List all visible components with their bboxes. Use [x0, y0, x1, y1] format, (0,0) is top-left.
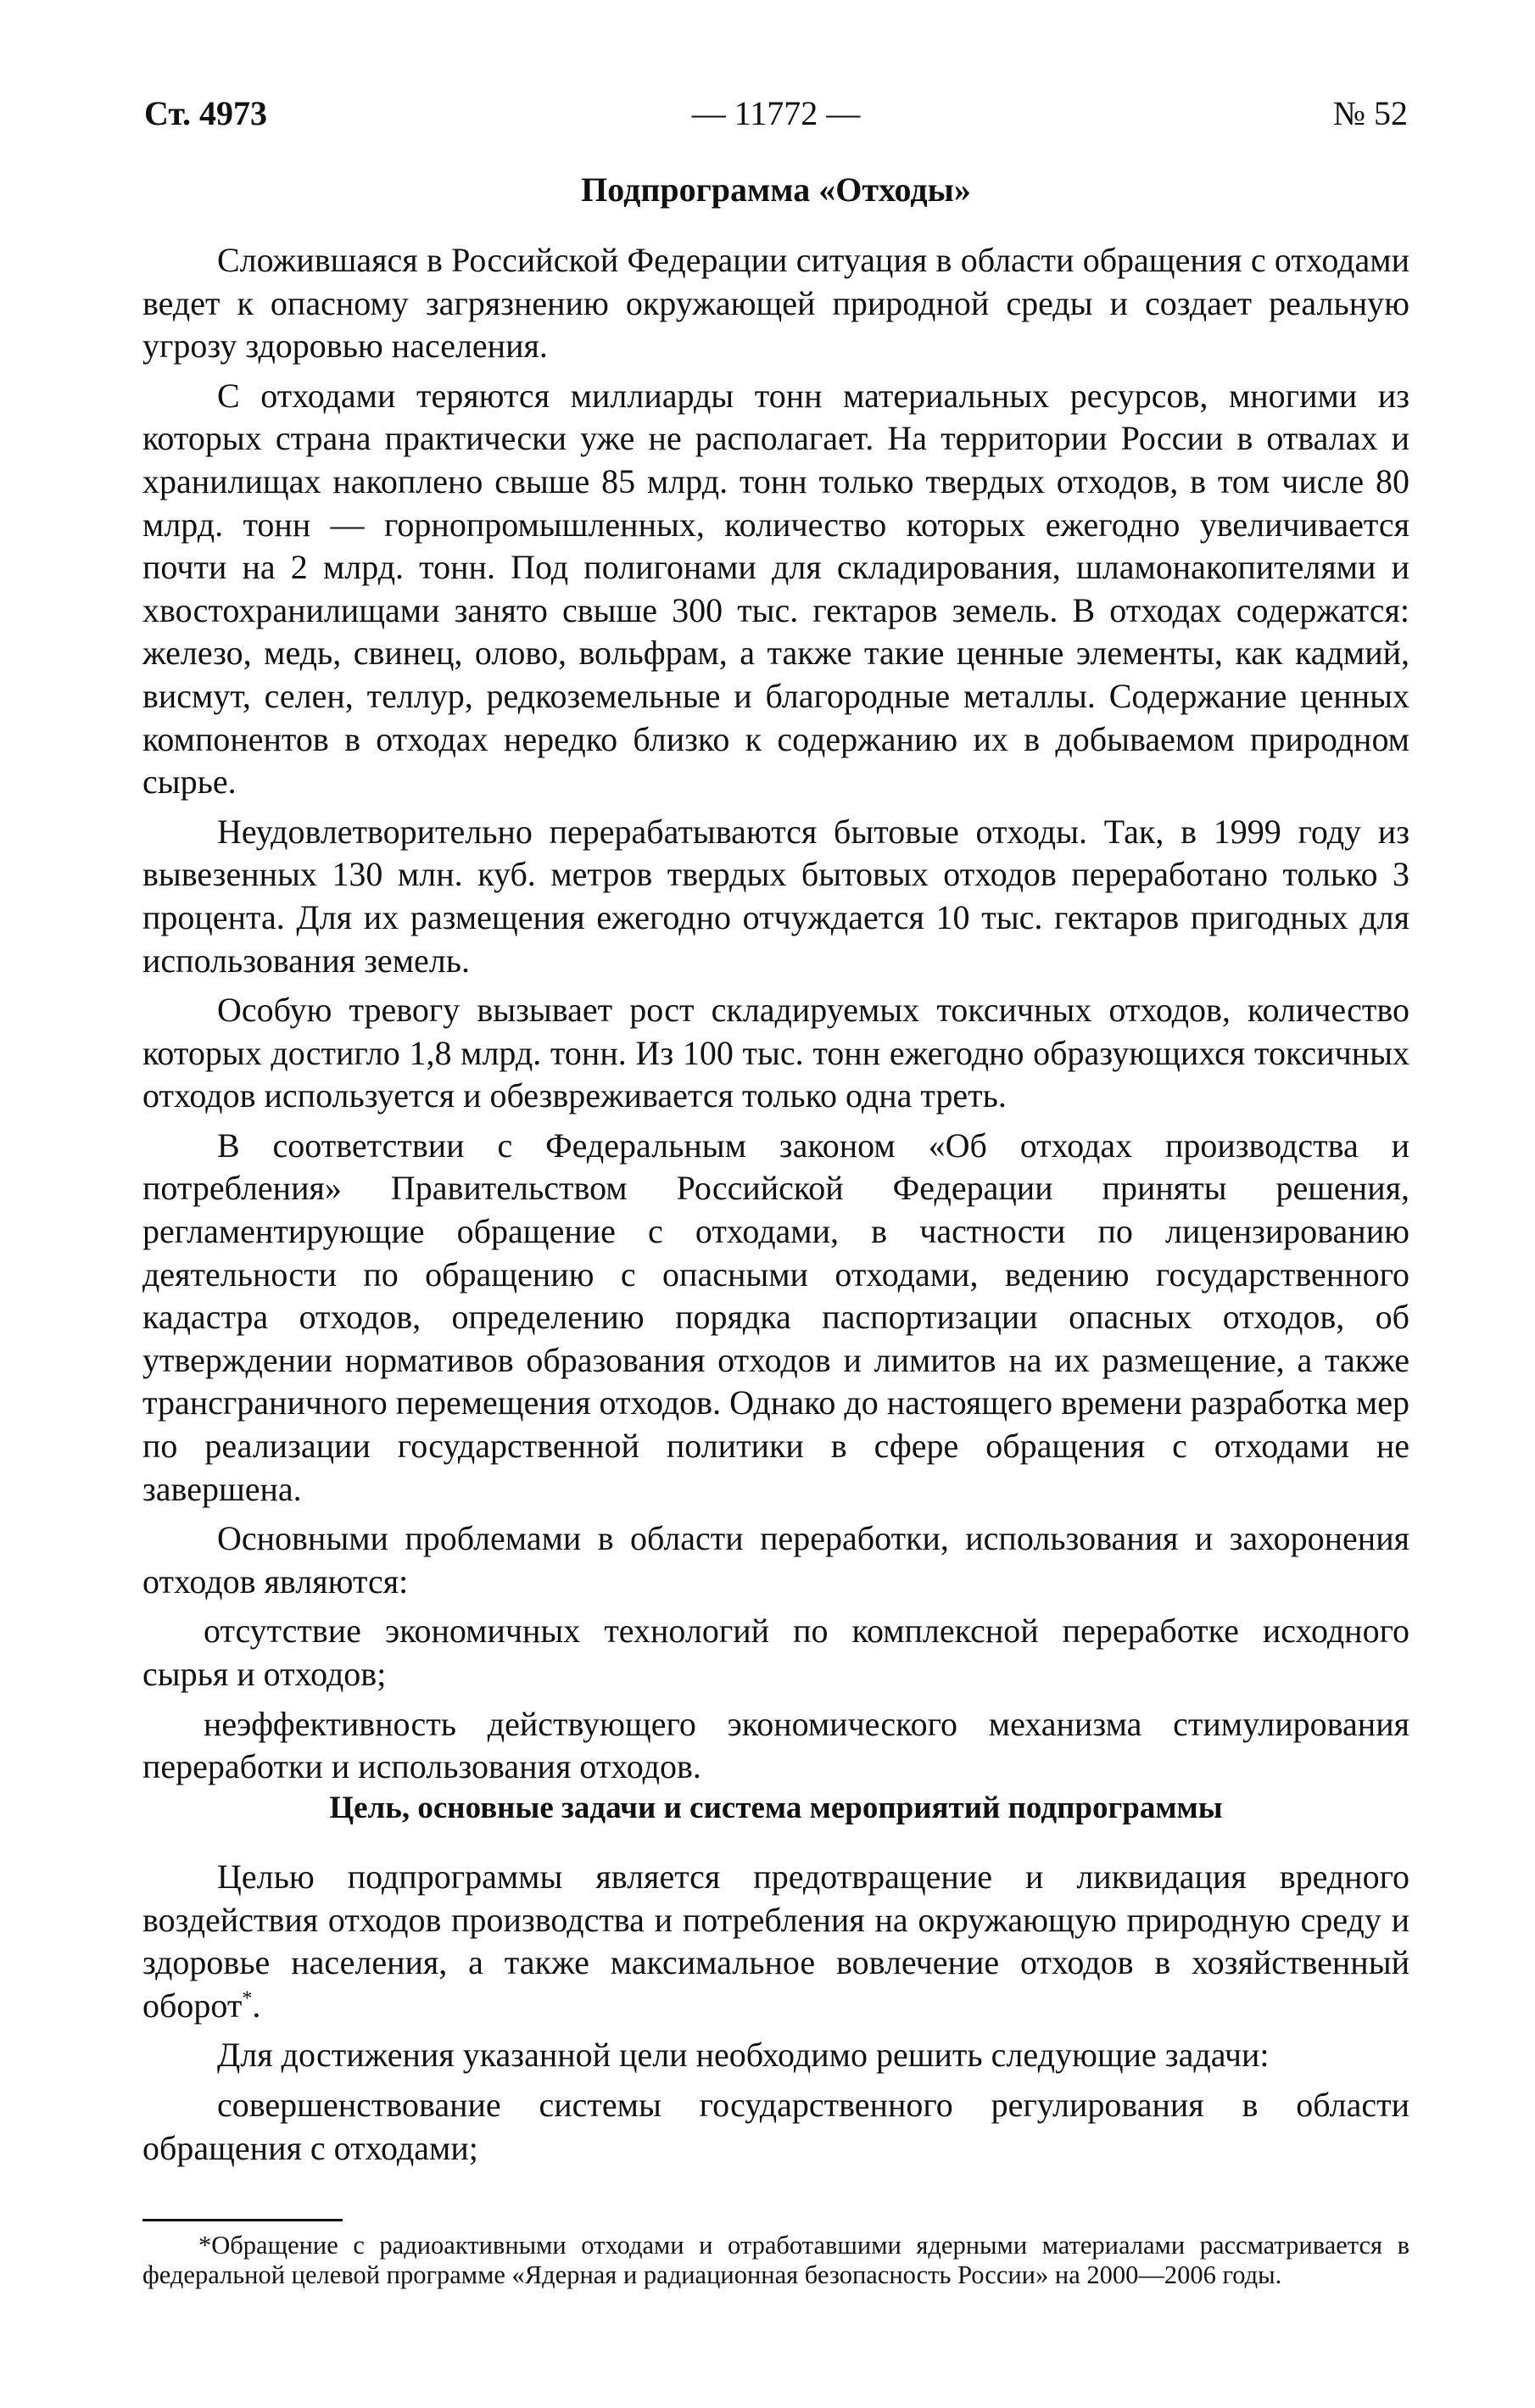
paragraph: Основными проблемами в области переработки, использования и захоронения отходов являются: [142, 1519, 1409, 1601]
footnote-marker: * [242, 1987, 253, 2010]
problem-item: неэффективность действующего экономического механизма стимулирования переработки и использования отходов. [142, 1704, 1409, 1786]
section-heading: Цель, основные задачи и система мероприятий подпрограммы [329, 1791, 1223, 1825]
page-header [144, 93, 1408, 144]
goal-period: . [252, 1986, 261, 2025]
issue-number: № 52 [1332, 94, 1408, 132]
article-number: Ст. 4973 [144, 94, 267, 132]
task-item: совершенствование системы государственного регулирования в области обращения с отходами; [142, 2085, 1409, 2167]
problem-item: отсутствие экономичных технологий по комплексной переработке исходного сырья и отходов; [142, 1612, 1409, 1693]
goal-paragraph [142, 1856, 1409, 2027]
paragraph: Сложившаяся в Российской Федерации ситуация в области обращения с отходами ведет к опасному загрязнению окружающей природной среды и создает реальную угрозу здоровью населения. [142, 241, 1409, 366]
footnote-text: *Обращение с радиоактивными отходами и отработавшими ядерными материалами рассматривается в федеральной целевой программе «Ядерная и радиационная безопасность России» на 2000—2006 годы. [142, 2231, 1409, 2289]
intro-text [142, 239, 1409, 1796]
paragraph: Особую тревогу вызывает рост складируемых токсичных отходов, количество которых достигло 1,8 млрд. тонн. Из 100 тыс. тонн ежегодно образующихся токсичных отходов используется и обезвреживается только одна треть. [142, 991, 1409, 1115]
goal-sentence: Целью подпрограммы является предотвращение и ликвидация вредного воздействия отходов производства и потребления на окружающую природную среду и здоровье населения, а также максимальное вовлечение отходов в хозяйственный оборот [142, 1858, 1409, 2025]
footnote-divider [142, 2219, 343, 2221]
tasks-intro: Для достижения указанной цели необходимо решить следующие задачи: [217, 2036, 1270, 2075]
paragraph: Неудовлетворительно перерабатываются бытовые отходы. Так, в 1999 году из вывезенных 130 млн. куб. метров твердых бытовых отходов переработано только 3 процента. Для их размещения ежегодно отчуждается 10 тыс. гектаров пригодных для использования земель. [142, 812, 1409, 980]
paragraph: С отходами теряются миллиарды тонн материальных ресурсов, многими из которых страна практически уже не располагает. На территории России в отвалах и хранилищах накоплено свыше 85 млрд. тонн только твердых отходов, в том числе 80 млрд. тонн — горнопромышленных, количество которых ежегодно увеличивается почти на 2 млрд. тонн. Под полигонами для складирования, шламонакопителями и хвостохранилищами занято свыше 300 тыс. гектаров земель. В отходах содержатся: железо, медь, свинец, олово, вольфрам, а также такие ценные элементы, как кадмий, висмут, селен, теллур, редкоземельные и благородные металлы. Содержание ценных компонентов в отходах нередко близко к содержанию их в добываемом природном сырье. [142, 376, 1409, 802]
subprogram-title: Подпрограмма «Отходы» [581, 170, 971, 209]
paragraph: В соответствии с Федеральным законом «Об отходах производства и потребления» Правительством Российской Федерации приняты решения, регламентирующие обращение с отходами, в частности по лицензированию деятельности по обращению с опасными отходами, ведению государственного кадастра отходов, определению порядка паспортизации опасных отходов, об утверждении нормативов образования отходов и лимитов на их размещение, а также трансграничного перемещения отходов. Однако до настоящего времени разработка мер по реализации государственной политики в сфере обращения с отходами не завершена. [142, 1126, 1409, 1508]
goal-text [142, 1856, 1409, 2176]
footnote [142, 2231, 1409, 2290]
page-number: — 11772 — [691, 94, 861, 132]
